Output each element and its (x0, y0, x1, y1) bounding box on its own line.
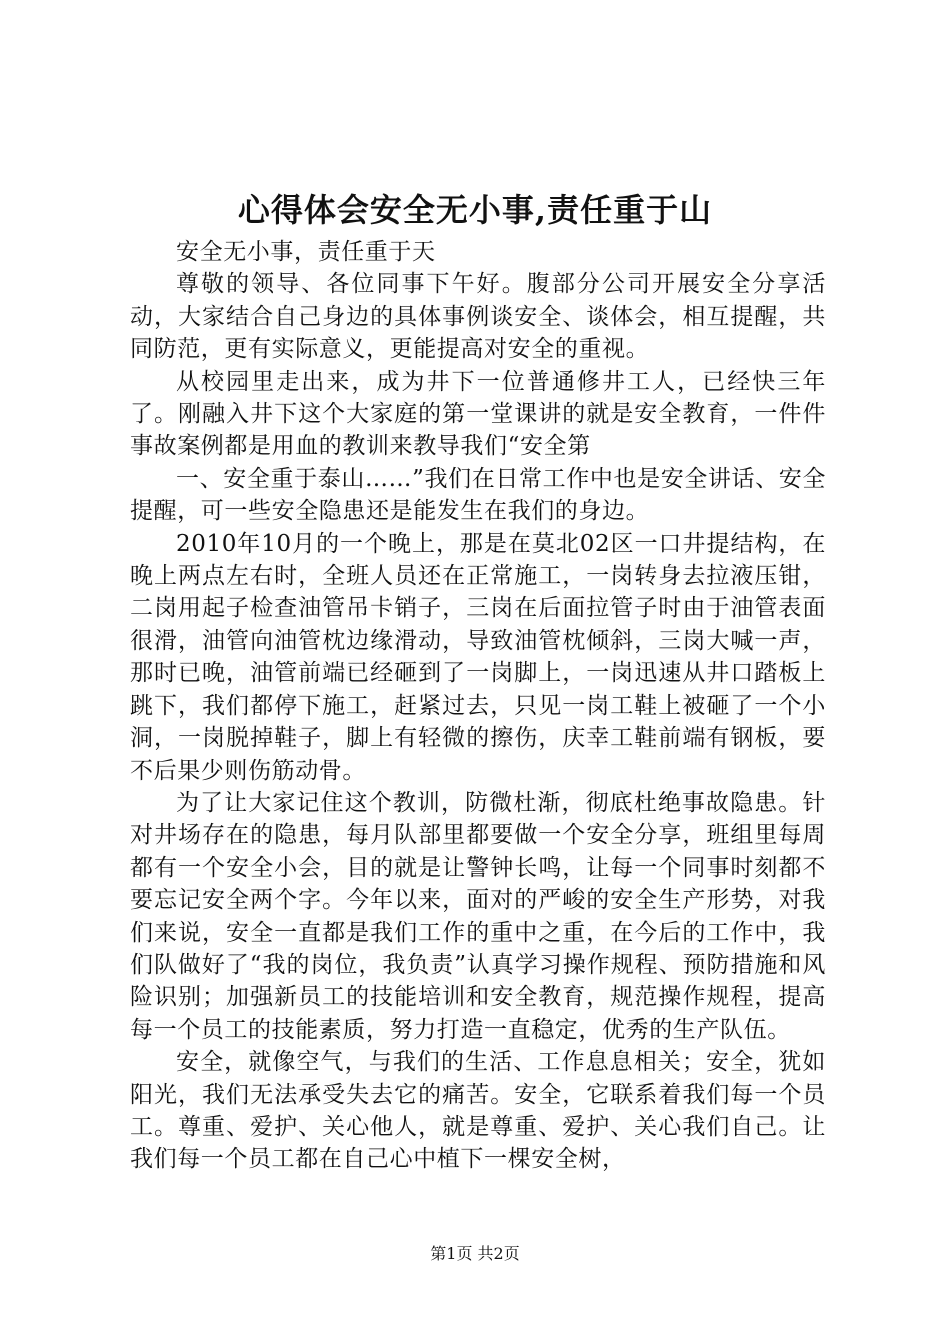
document-title: 心得体会安全无小事,责任重于山 (237, 191, 713, 229)
paragraph: 安全无小事，责任重于天 (176, 239, 436, 265)
paragraph: 为了让大家记住这个教训，防微杜渐，彻底杜绝事故隐患。针对井场存在的隐患，每月队部里都要做一个安全分享，班组里每周都有一个安全小会，目的就是让警钟长鸣，让每一个同事时刻都不要忘记安全两个字。今年以来，面对的严峻的安全生产形势，对我们来说，安全一直都是我们工作的重中之重，在今后的工作中，我们队做好了“我的岗位，我负责”认真学习操作规程、预防措施和风险识别；加强新员工的技能培训和安全教育，规范操作规程，提高每一个员工的技能素质，努力打造一直稳定，优秀的生产队伍。 (130, 789, 826, 1043)
paragraph: 2010年10月的一个晚上，那是在莫北02区一口井提结构，在晚上两点左右时，全班人员还在正常施工，一岗转身去拉液压钳，二岗用起子检查油管吊卡销子，三岗在后面拉管子时由于油管表面很滑，油管向油管枕边缘滑动，导致油管枕倾斜，三岗大喊一声，那时已晚，油管前端已经砸到了一岗脚上，一岗迅速从井口踏板上跳下，我们都停下施工，赶紧过去，只见一岗工鞋上被砸了一个小洞，一岗脱掉鞋子，脚上有轻微的擦伤，庆幸工鞋前端有钢板，要不后果少则伤筋动骨。 (130, 530, 826, 784)
document-body (130, 236, 826, 1176)
page-number-footer: 第1页 共2页 (430, 1244, 520, 1263)
paragraph: 安全，就像空气，与我们的生活、工作息息相关；安全，犹如阳光，我们无法承受失去它的痛苦。安全，它联系着我们每一个员工。尊重、爱护、关心他人，就是尊重、爱护、关心我们自己。让我们每一个员工都在自己心中植下一棵安全树， (130, 1049, 826, 1173)
paragraph: 一、安全重于泰山……”我们在日常工作中也是安全讲话、安全提醒，可一些安全隐患还是能发生在我们的身边。 (130, 465, 826, 525)
paragraph: 尊敬的领导、各位同事下午好。腹部分公司开展安全分享活动，大家结合自己身边的具体事例谈安全、谈体会，相互提醒，共同防范，更有实际意义，更能提高对安全的重视。 (130, 271, 826, 363)
paragraph: 从校园里走出来，成为井下一位普通修井工人，已经快三年了。刚融入井下这个大家庭的第一堂课讲的就是安全教育，一件件事故案例都是用血的教训来教导我们“安全第 (130, 368, 826, 460)
